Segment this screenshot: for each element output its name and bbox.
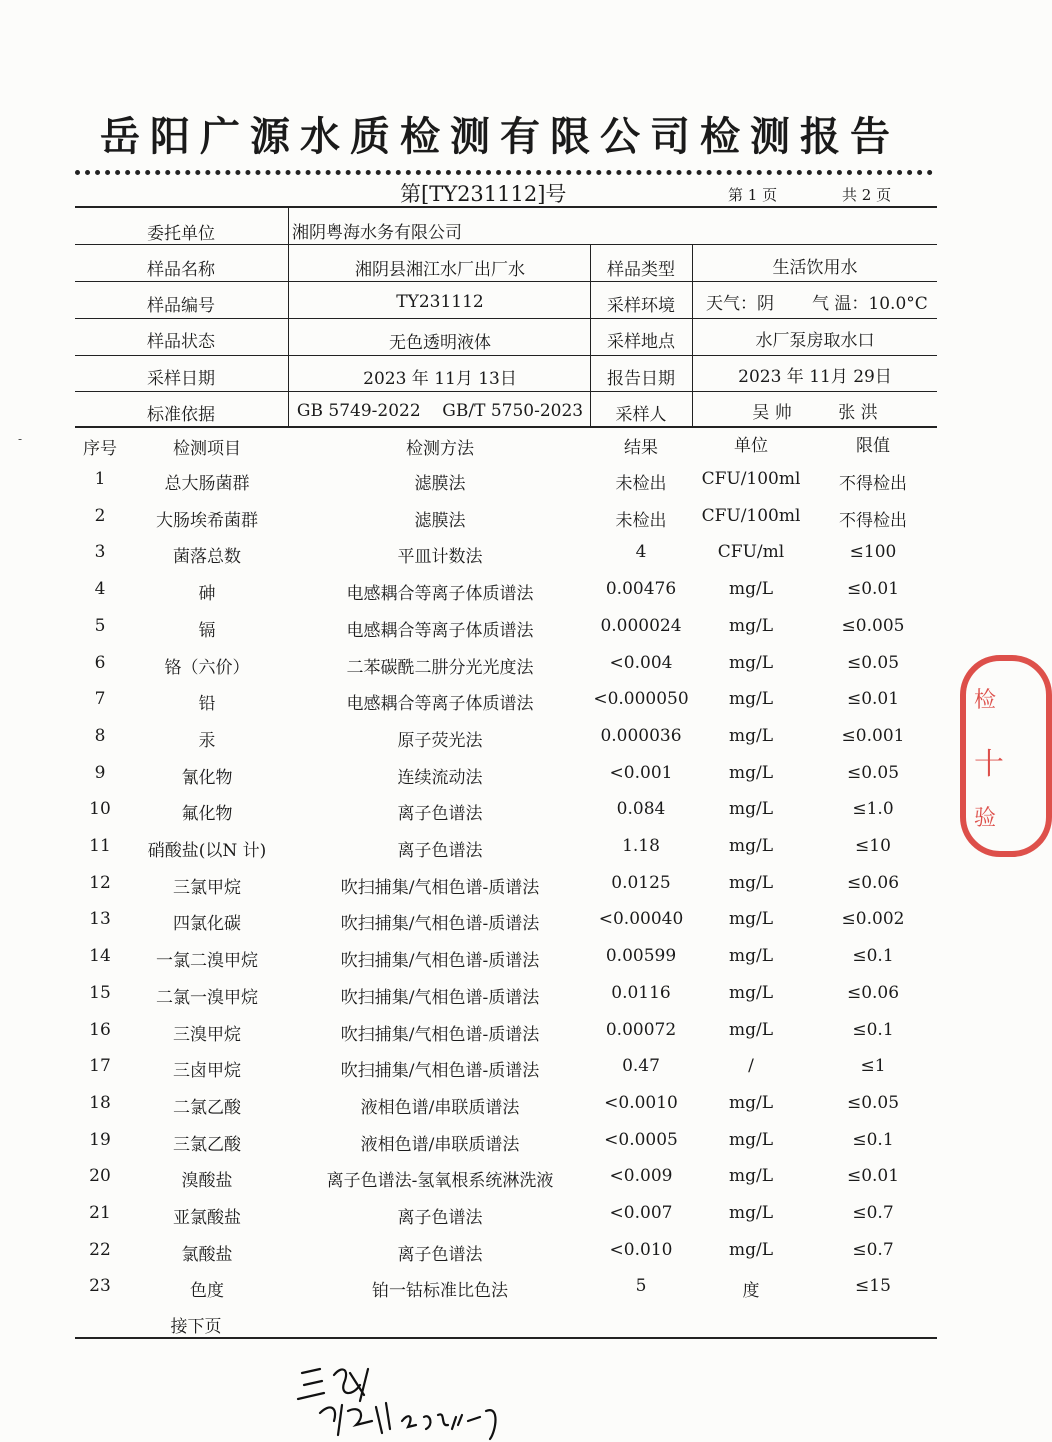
cell-method: 原子荧光法 <box>397 730 483 751</box>
cell-unit: mg/L <box>728 799 774 820</box>
cell-item: 砷 <box>198 584 216 605</box>
sample-type-value: 生活饮用水 <box>772 258 858 278</box>
cell-no: 5 <box>94 615 106 636</box>
cell-result: 0.00072 <box>605 1019 677 1040</box>
cell-no: 2 <box>94 505 106 526</box>
cell-unit: mg/L <box>728 762 774 783</box>
sampling-env-label: 采样环境 <box>607 296 675 316</box>
cell-limit: ≤0.01 <box>846 689 900 710</box>
cell-unit: mg/L <box>728 1129 774 1150</box>
cell-limit: ≤15 <box>855 1276 891 1297</box>
cell-item: 汞 <box>198 730 216 751</box>
cell-item: 铬（六价） <box>164 657 250 678</box>
cell-result: 0.0116 <box>611 982 671 1003</box>
cell-no: 8 <box>94 725 106 746</box>
cell-limit: ≤1 <box>860 1056 886 1077</box>
cell-method: 滤膜法 <box>414 510 466 531</box>
cell-result: 0.47 <box>622 1056 660 1077</box>
cell-no: 9 <box>94 762 106 783</box>
cell-item: 三氯乙酸 <box>173 1134 241 1155</box>
cell-result: 0.084 <box>616 799 666 820</box>
cell-result: 5 <box>635 1276 647 1297</box>
cell-method: 平皿计数法 <box>397 547 483 568</box>
cell-no: 15 <box>89 982 111 1003</box>
cell-method: 离子色谱法-氢氧根系统淋洗液 <box>326 1171 554 1192</box>
sample-state-label: 样品状态 <box>147 332 215 352</box>
cell-item: 氯酸盐 <box>181 1244 233 1265</box>
cell-unit: mg/L <box>728 982 774 1003</box>
cell-item: 大肠埃希菌群 <box>156 510 258 531</box>
cell-result: <0.0005 <box>604 1129 678 1150</box>
report-date-value: 2023 年 11月 29日 <box>738 367 892 387</box>
weather-value: 天气：阴 <box>706 294 774 314</box>
cell-unit: mg/L <box>728 579 774 600</box>
sampler-1: 吴 帅 <box>752 403 792 423</box>
cell-no: 18 <box>89 1092 111 1113</box>
cell-limit: 不得检出 <box>839 474 907 494</box>
sampling-site-label: 采样地点 <box>607 332 675 352</box>
cell-method: 连续流动法 <box>397 767 483 788</box>
cell-item: 四氯化碳 <box>173 914 241 935</box>
header-item: 检测项目 <box>173 439 241 459</box>
page-number: 第 1 页 <box>728 186 778 204</box>
cell-item: 亚氯酸盐 <box>173 1208 241 1228</box>
cell-method: 电感耦合等离子体质谱法 <box>346 584 534 605</box>
cell-result: 1.18 <box>622 836 660 856</box>
handwritten-signature <box>290 1355 530 1440</box>
continued-note: 接下页 <box>170 1317 222 1337</box>
cell-result: <0.004 <box>609 652 673 673</box>
cell-limit: ≤0.05 <box>846 652 900 673</box>
sample-code-value: TY231112 <box>396 292 484 312</box>
sample-state-value: 无色透明液体 <box>389 333 491 353</box>
cell-no: 10 <box>89 799 111 820</box>
cell-method: 液相色谱/串联质谱法 <box>360 1097 520 1118</box>
cell-unit: mg/L <box>728 1092 774 1113</box>
cell-limit: ≤0.06 <box>846 982 900 1003</box>
cell-unit: mg/L <box>728 725 774 746</box>
cell-limit: ≤10 <box>855 836 891 856</box>
cell-method: 离子色谱法 <box>397 841 483 861</box>
cell-result: 未检出 <box>615 474 667 494</box>
cell-limit: ≤0.06 <box>846 872 900 893</box>
cell-unit: mg/L <box>728 909 774 930</box>
cell-unit: mg/L <box>728 652 774 673</box>
page-total: 共 2 页 <box>842 186 892 204</box>
header-unit: 单位 <box>734 436 768 456</box>
cell-no: 22 <box>89 1239 111 1260</box>
cell-item: 硝酸盐(以N 计) <box>147 841 267 861</box>
cell-no: 14 <box>89 946 111 967</box>
report-date-label: 报告日期 <box>607 369 675 389</box>
cell-limit: 不得检出 <box>839 510 907 531</box>
standard-label: 标准依据 <box>147 405 215 425</box>
cell-item: 铅 <box>198 694 216 715</box>
cell-item: 三卤甲烷 <box>173 1061 241 1082</box>
cell-item: 镉 <box>198 620 216 641</box>
sampler-2: 张 洪 <box>838 403 878 423</box>
client-label: 委托单位 <box>147 224 215 244</box>
cell-item: 色度 <box>190 1281 224 1302</box>
cell-limit: ≤0.05 <box>846 1092 900 1113</box>
cell-item: 氰化物 <box>181 767 233 788</box>
cell-item: 氟化物 <box>181 804 233 825</box>
standard-value: GB 5749-2022 GB/T 5750-2023 <box>296 401 584 421</box>
cell-item: 三氯甲烷 <box>173 877 241 898</box>
sample-name-label: 样品名称 <box>147 260 215 280</box>
cell-method: 吹扫捕集/气相色谱-质谱法 <box>340 1061 540 1082</box>
cell-limit: ≤0.05 <box>846 762 900 783</box>
cell-method: 吹扫捕集/气相色谱-质谱法 <box>340 987 540 1008</box>
cell-method: 滤膜法 <box>414 474 466 494</box>
cell-limit: ≤0.1 <box>852 946 894 967</box>
cell-unit: mg/L <box>728 872 774 893</box>
cell-item: 二氯乙酸 <box>173 1097 241 1118</box>
binding-mark: - <box>18 432 23 446</box>
cell-no: 17 <box>89 1056 111 1077</box>
cell-unit: mg/L <box>728 1019 774 1040</box>
cell-no: 12 <box>89 872 111 893</box>
cell-item: 总大肠菌群 <box>164 474 250 494</box>
cell-result: <0.007 <box>609 1203 673 1223</box>
cell-limit: ≤0.001 <box>841 725 905 746</box>
cell-unit: mg/L <box>728 1239 774 1260</box>
cell-limit: ≤100 <box>849 542 897 563</box>
cell-method: 吹扫捕集/气相色谱-质谱法 <box>340 951 540 972</box>
cell-unit: mg/L <box>728 1166 774 1187</box>
cell-item: 三溴甲烷 <box>173 1024 241 1045</box>
cell-no: 13 <box>89 909 111 930</box>
sample-code-label: 样品编号 <box>147 296 215 316</box>
cell-no: 16 <box>89 1019 111 1040</box>
sampler-label: 采样人 <box>615 405 667 425</box>
sampling-site-value: 水厂泵房取水口 <box>755 331 875 351</box>
cell-limit: ≤0.005 <box>841 615 905 636</box>
cell-result: <0.010 <box>609 1239 673 1260</box>
cell-limit: ≤0.002 <box>841 909 905 930</box>
cell-unit: / <box>748 1056 754 1077</box>
cell-result: 0.000036 <box>600 725 682 746</box>
cell-limit: ≤0.7 <box>852 1203 894 1223</box>
cell-item: 一氯二溴甲烷 <box>156 951 258 972</box>
cell-item: 菌落总数 <box>173 547 241 568</box>
sample-name-value: 湘阴县湘江水厂出厂水 <box>355 260 525 280</box>
report-title: 岳阳广源水质检测有限公司检测报告 <box>100 114 900 160</box>
cell-method: 二苯碳酰二肼分光光度法 <box>346 657 534 678</box>
cell-item: 溴酸盐 <box>181 1171 233 1192</box>
cell-no: 3 <box>94 542 106 563</box>
cell-result: <0.0010 <box>604 1092 678 1113</box>
cell-no: 21 <box>89 1203 111 1223</box>
cell-no: 7 <box>94 689 106 710</box>
cell-result: 未检出 <box>615 510 667 531</box>
cell-unit: mg/L <box>728 836 774 856</box>
cell-limit: ≤1.0 <box>852 799 894 820</box>
cell-unit: CFU/100ml <box>701 505 801 526</box>
cell-method: 电感耦合等离子体质谱法 <box>346 620 534 641</box>
cell-limit: ≤0.01 <box>846 1166 900 1187</box>
cell-no: 19 <box>89 1129 111 1150</box>
cell-method: 离子色谱法 <box>397 804 483 825</box>
header-method: 检测方法 <box>406 439 474 459</box>
cell-unit: 度 <box>742 1281 760 1302</box>
report-number: 第[TY231112]号 <box>400 182 567 206</box>
cell-method: 电感耦合等离子体质谱法 <box>346 694 534 715</box>
cell-method: 吹扫捕集/气相色谱-质谱法 <box>340 1024 540 1045</box>
cell-result: <0.009 <box>609 1166 673 1187</box>
cell-method: 吹扫捕集/气相色谱-质谱法 <box>340 914 540 935</box>
header-limit: 限值 <box>856 436 890 456</box>
cell-unit: mg/L <box>728 946 774 967</box>
red-seal-stamp: 检 十 验 <box>960 655 1052 857</box>
cell-no: 23 <box>89 1276 111 1297</box>
cell-result: 0.0125 <box>611 872 671 893</box>
cell-result: 4 <box>635 542 647 563</box>
cell-unit: mg/L <box>728 615 774 636</box>
cell-limit: ≤0.1 <box>852 1019 894 1040</box>
cell-unit: mg/L <box>728 1203 774 1223</box>
cell-no: 6 <box>94 652 106 673</box>
cell-method: 离子色谱法 <box>397 1208 483 1228</box>
cell-unit: CFU/100ml <box>701 469 801 489</box>
cell-no: 4 <box>94 579 106 600</box>
cell-method: 离子色谱法 <box>397 1244 483 1265</box>
cell-result: 0.000024 <box>600 615 682 636</box>
cell-limit: ≤0.01 <box>846 579 900 600</box>
sampling-date-label: 采样日期 <box>147 369 215 389</box>
cell-result: 0.00476 <box>605 579 677 600</box>
header-result: 结果 <box>624 438 658 458</box>
cell-unit: CFU/ml <box>717 542 785 563</box>
cell-limit: ≤0.1 <box>852 1129 894 1150</box>
cell-result: 0.00599 <box>605 946 677 967</box>
cell-limit: ≤0.7 <box>852 1239 894 1260</box>
cell-result: <0.00040 <box>598 909 684 930</box>
temperature-value: 气 温：10.0°C <box>812 294 928 314</box>
cell-method: 液相色谱/串联质谱法 <box>360 1134 520 1155</box>
client-value: 湘阴粤海水务有限公司 <box>292 223 462 243</box>
cell-method: 吹扫捕集/气相色谱-质谱法 <box>340 877 540 898</box>
cell-method: 铂一钴标准比色法 <box>372 1281 508 1302</box>
cell-no: 1 <box>94 469 106 489</box>
sample-type-label: 样品类型 <box>607 260 675 280</box>
cell-result: <0.000050 <box>593 689 689 710</box>
cell-no: 20 <box>89 1166 111 1187</box>
top-dotted-divider <box>75 170 933 175</box>
cell-item: 二氯一溴甲烷 <box>156 987 258 1008</box>
cell-no: 11 <box>89 836 111 856</box>
cell-result: <0.001 <box>609 762 673 783</box>
header-no: 序号 <box>83 439 117 459</box>
cell-unit: mg/L <box>728 689 774 710</box>
bottom-divider <box>75 1337 937 1339</box>
sampling-date-value: 2023 年 11月 13日 <box>363 369 517 389</box>
